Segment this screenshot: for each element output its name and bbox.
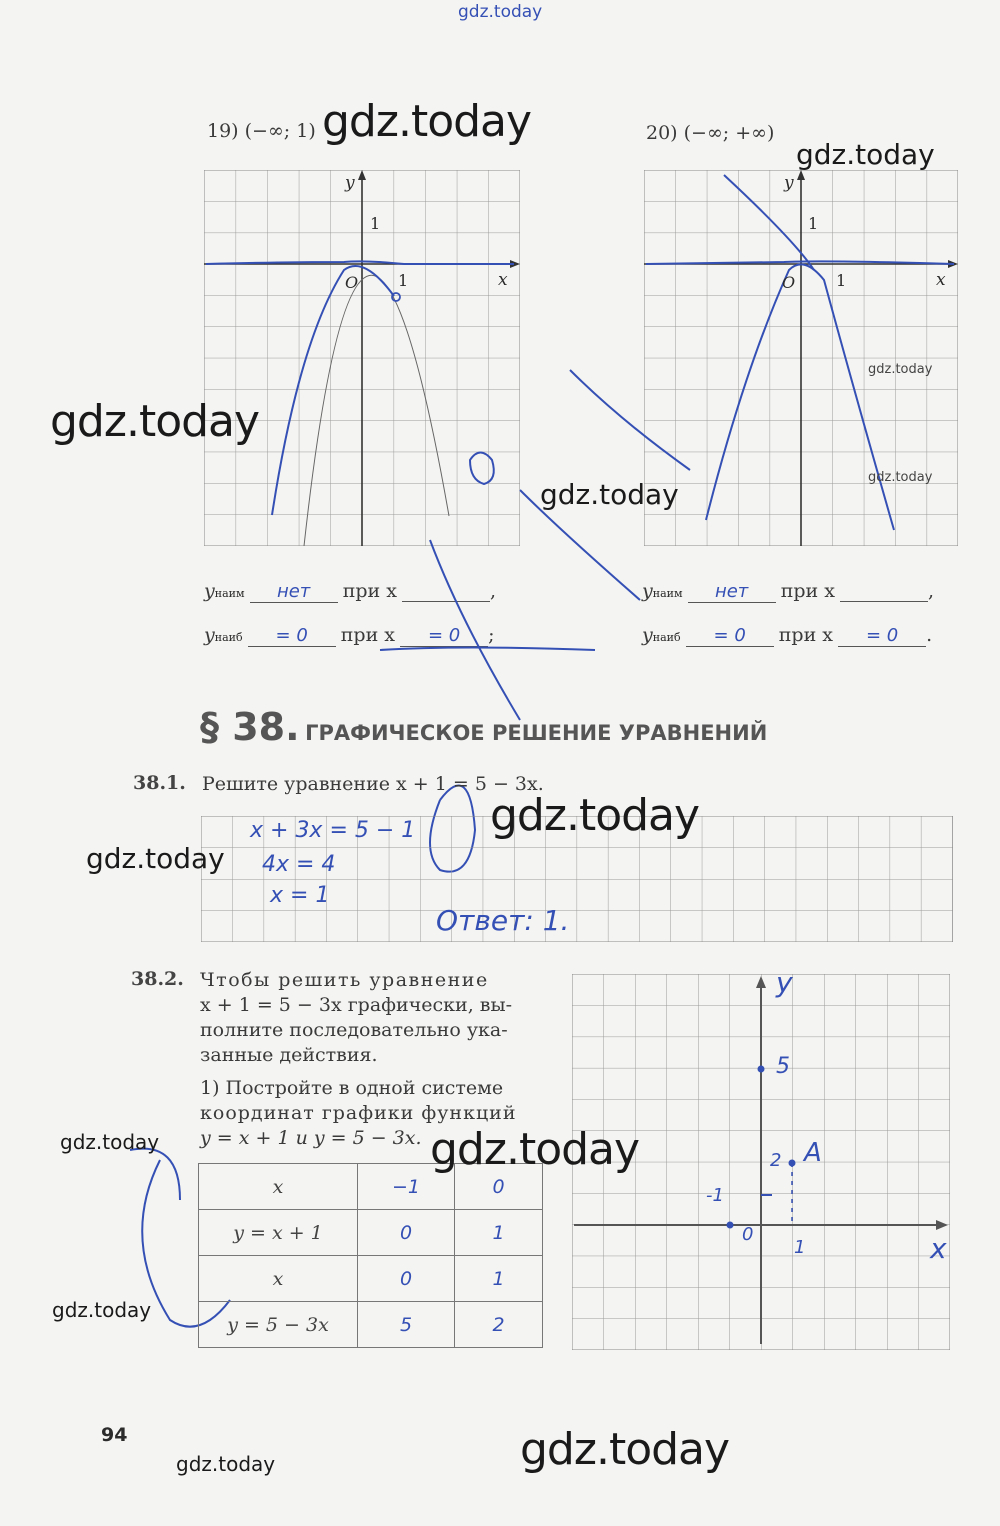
table-cell: 2 bbox=[455, 1302, 543, 1348]
problem19-one-y: 1 bbox=[370, 214, 381, 233]
task-382-label-A: A bbox=[804, 1138, 822, 1168]
table-cell: 0 bbox=[358, 1210, 455, 1256]
table-cell: −1 bbox=[358, 1164, 455, 1210]
task-381-hw-line2: 4x = 4 bbox=[262, 852, 336, 877]
problem20-header: 20) (−∞; +∞) bbox=[646, 122, 775, 144]
task-382-label-minus1: -1 bbox=[706, 1185, 724, 1206]
task-382-text-7: y = x + 1 и y = 5 − 3x. bbox=[200, 1127, 422, 1149]
ymin-at: при x bbox=[342, 580, 397, 602]
problem20-ymax-answer: = 0 bbox=[686, 625, 774, 647]
ymax-sub: наиб bbox=[652, 631, 681, 644]
page-number: 94 bbox=[101, 1424, 128, 1446]
problem20-one-y: 1 bbox=[808, 214, 819, 233]
task-382-text-6: координат графики функций bbox=[200, 1102, 517, 1124]
ymin-sub: наим bbox=[652, 587, 683, 600]
watermark: gdz.today bbox=[176, 1452, 276, 1476]
task-382-number: 38.2. bbox=[131, 968, 184, 990]
table-cell: 1 bbox=[455, 1256, 543, 1302]
problem20-x-label: x bbox=[936, 270, 946, 290]
watermark: gdz.today bbox=[52, 1298, 152, 1322]
watermark: gdz.today bbox=[868, 362, 933, 377]
problem20-y-label: y bbox=[784, 173, 794, 193]
ymax-at: при x bbox=[340, 624, 396, 646]
problem19-ymin-answer: нет bbox=[250, 581, 338, 603]
problem19-one-x: 1 bbox=[398, 271, 409, 290]
problem19-y-label: y bbox=[345, 173, 355, 193]
watermark: gdz.today bbox=[322, 96, 532, 147]
watermark: gdz.today bbox=[796, 138, 935, 171]
problem19-ymax-row: yнаиб = 0 при x = 0 ; bbox=[204, 624, 495, 646]
problem19-graph bbox=[204, 170, 520, 546]
watermark: gdz.today bbox=[430, 1124, 640, 1175]
watermark-top: gdz.today bbox=[458, 2, 543, 22]
task-382-text-5: 1) Постройте в одной системе bbox=[200, 1077, 504, 1099]
task-382-label-2: 2 bbox=[770, 1150, 782, 1171]
problem20-ymax-row: yнаиб = 0 при x = 0 . bbox=[642, 624, 933, 646]
task-382-text-2: x + 1 = 5 − 3x графически, вы- bbox=[200, 994, 513, 1016]
task-381-hw-answer: Ответ: 1. bbox=[436, 904, 570, 937]
watermark: gdz.today bbox=[50, 396, 260, 447]
section-title: ГРАФИЧЕСКОЕ РЕШЕНИЕ УРАВНЕНИЙ bbox=[305, 721, 768, 745]
watermark: gdz.today bbox=[868, 470, 933, 485]
problem20-graph bbox=[644, 170, 958, 546]
task-381-hw-line1: x + 3x = 5 − 1 bbox=[250, 818, 416, 843]
task-381-number: 38.1. bbox=[133, 772, 186, 794]
ymin-at: при x bbox=[780, 580, 835, 602]
problem19-header: 19) (−∞; 1) bbox=[207, 120, 316, 142]
task-382-text-4: занные действия. bbox=[200, 1044, 378, 1066]
problem19-ymax-x-answer: = 0 bbox=[400, 625, 488, 647]
ymin-sub: наим bbox=[214, 587, 245, 600]
task-382-label-1: 1 bbox=[794, 1237, 806, 1258]
table-header-y1: y = x + 1 bbox=[199, 1210, 358, 1256]
task-382-label-0: 0 bbox=[742, 1224, 754, 1245]
watermark: gdz.today bbox=[86, 842, 225, 875]
task-382-value-table bbox=[198, 1163, 543, 1348]
ymax-sub: наиб bbox=[214, 631, 243, 644]
problem20-ymin-row: yнаим нет при x , bbox=[642, 580, 935, 602]
table-cell: 1 bbox=[455, 1210, 543, 1256]
ymax-at: при x bbox=[778, 624, 834, 646]
problem20-one-x: 1 bbox=[836, 271, 847, 290]
problem20-origin: O bbox=[782, 273, 796, 292]
problem19-x-label: x bbox=[498, 270, 508, 290]
problem19-ymin-row: yнаим нет при x , bbox=[204, 580, 497, 602]
table-header-y2: y = 5 − 3x bbox=[199, 1302, 358, 1348]
problem20-ymin-answer: нет bbox=[688, 581, 776, 603]
table-cell: 0 bbox=[358, 1256, 455, 1302]
task-382-graph-y-label: y bbox=[776, 966, 793, 999]
problem19-origin: O bbox=[345, 273, 359, 292]
problem19-ymax-answer: = 0 bbox=[248, 625, 336, 647]
task-381-hw-line3: x = 1 bbox=[270, 883, 330, 908]
task-382-text-3: полните последовательно ука- bbox=[200, 1019, 508, 1041]
table-cell: 0 bbox=[455, 1164, 543, 1210]
table-header-x-2: x bbox=[199, 1256, 358, 1302]
watermark: gdz.today bbox=[540, 478, 679, 511]
section-number: § 38. bbox=[200, 705, 300, 749]
ymin-symbol: y bbox=[204, 580, 215, 602]
ymax-symbol: y bbox=[204, 624, 215, 646]
ymin-symbol: y bbox=[642, 580, 653, 602]
ymax-symbol: y bbox=[642, 624, 653, 646]
task-382-text-1: Чтобы решить уравнение bbox=[200, 969, 489, 991]
watermark: gdz.today bbox=[60, 1130, 160, 1154]
task-381-text: Решите уравнение x + 1 = 5 − 3x. bbox=[202, 773, 544, 795]
problem20-ymax-x-answer: = 0 bbox=[838, 625, 926, 647]
section-heading bbox=[200, 705, 767, 749]
table-cell: 5 bbox=[358, 1302, 455, 1348]
task-382-graph-x-label: x bbox=[930, 1232, 947, 1265]
task-382-label-5: 5 bbox=[776, 1054, 790, 1079]
table-header-x-1: x bbox=[199, 1164, 358, 1210]
watermark: gdz.today bbox=[490, 790, 700, 841]
watermark: gdz.today bbox=[520, 1424, 730, 1475]
